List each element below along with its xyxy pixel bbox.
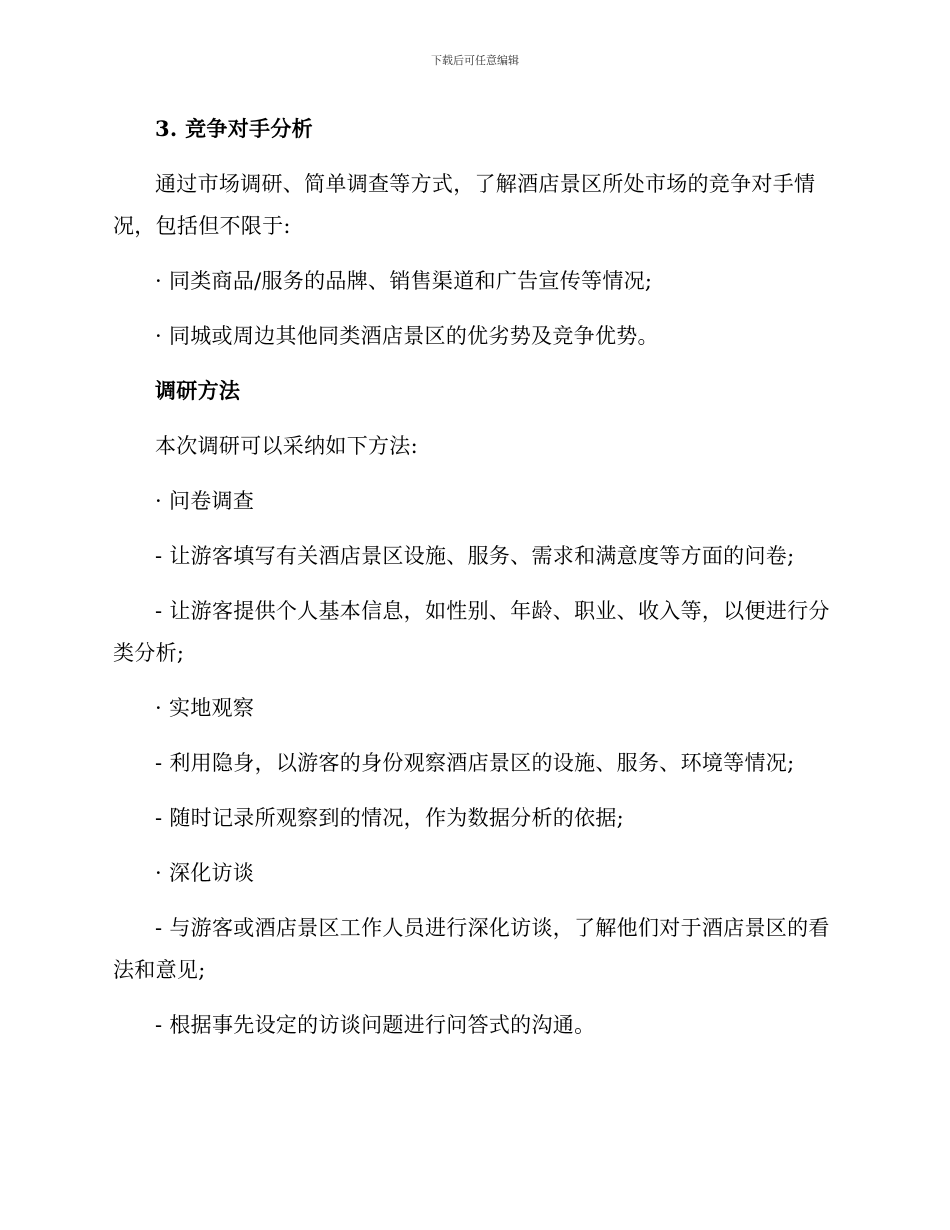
dash-item: - 让游客填写有关酒店景区设施、服务、需求和满意度等方面的问卷;: [155, 544, 795, 568]
bullet-item: · 深化访谈: [155, 861, 255, 885]
paragraph: 通过市场调研、简单调查等方式，了解酒店景区所处市场的竞争对手情况，包括但不限于:: [113, 172, 816, 238]
section-heading-research-methods: 调研方法: [155, 378, 241, 403]
dash-item: - 利用隐身，以游客的身份观察酒店景区的设施、服务、环境等情况;: [155, 751, 795, 775]
bullet-item: · 同类商品/服务的品牌、销售渠道和广告宣传等情况;: [155, 269, 653, 293]
paragraph: 本次调研可以采纳如下方法:: [155, 434, 418, 458]
bullet-item: · 同城或周边其他同类酒店景区的优劣势及竞争优势。: [155, 324, 659, 348]
dash-item: - 与游客或酒店景区工作人员进行深化访谈，了解他们对于酒店景区的看法和意见;: [113, 916, 830, 982]
dash-item: - 随时记录所观察到的情况，作为数据分析的依据;: [155, 806, 625, 830]
dash-item: - 让游客提供个人基本信息，如性别、年龄、职业、收入等，以便进行分类分析;: [113, 599, 830, 665]
bullet-item: · 问卷调查: [155, 489, 255, 513]
bullet-item: · 实地观察: [155, 696, 255, 720]
document-body: [113, 108, 835, 1059]
dash-item: - 根据事先设定的访谈问题进行问答式的沟通。: [155, 1013, 596, 1037]
section-heading-competitor-analysis: 3. 竞争对手分析: [155, 116, 313, 141]
page-header: 下载后可任意编辑: [431, 54, 519, 67]
